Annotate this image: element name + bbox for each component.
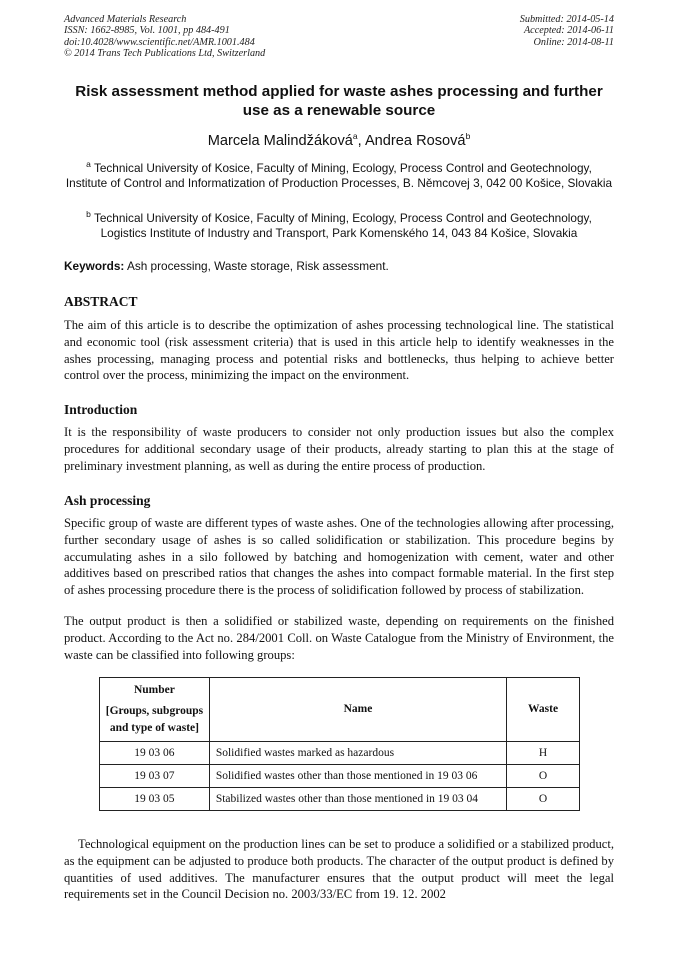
affiliation-sup: a <box>86 159 91 169</box>
ash-processing-para-2: The output product is then a solidified or stabilized waste, depending on requirements on the finished product. According to the Act no. 284/2001 Coll. on Waste Catalogue from the Ministry of Environment, the waste can be classified into following groups: <box>64 614 614 662</box>
journal-issn: ISSN: 1662-8985, Vol. 1001, pp 484-491 <box>64 25 230 37</box>
cell-name: Stabilized wastes other than those mentioned in 19 03 04 <box>209 788 506 811</box>
keywords-label: Keywords: <box>64 259 125 273</box>
header-number-subtitle: [Groups, subgroups and type of waste] <box>105 705 204 734</box>
closing-paragraph: Technological equipment on the production lines can be set to produce a solidified or a stabilized product, as the equipment can be adjusted to produce both products. The character of the output product is defined by quantities of used additives. The manufacturer ensures that the output product will meet the legal requirements set in the Council Decision no. 2003/33/EC from 19. 12. 2002 <box>64 837 614 902</box>
affiliation-b <box>64 207 614 242</box>
cell-number: 19 03 07 <box>100 765 210 788</box>
table-row <box>100 788 580 811</box>
keywords <box>64 259 614 273</box>
journal-doi: doi:10.4028/www.scientific.net/AMR.1001.484 <box>64 36 255 48</box>
cell-waste: O <box>507 788 580 811</box>
affiliation-text: Technical University of Kosice, Faculty of Mining, Ecology, Process Control and Geotechnology, Institute of Control and Informatization of Production Processes, B. Němcovej 3, 042 00 Košice, Slovakia <box>65 160 613 191</box>
table-header-row <box>100 678 580 742</box>
keywords-text: Ash processing, Waste storage, Risk assessment. <box>126 259 389 273</box>
header-number-title: Number <box>133 684 175 696</box>
header-number <box>100 678 210 742</box>
abstract-heading: ABSTRACT <box>64 294 138 309</box>
author-name: Marcela Malindžáková <box>207 132 353 149</box>
waste-classification-table <box>99 677 580 811</box>
submitted-date: Submitted: 2014-05-14 <box>519 14 614 25</box>
author-sup: b <box>465 131 471 141</box>
ash-processing-heading: Ash processing <box>64 493 151 508</box>
header-waste: Waste <box>507 678 580 742</box>
authors: Marcela Malindžáková$^a$, Andrea Rosová$^b$ <box>207 131 471 149</box>
online-date: Online: 2014-08-11 <box>533 36 614 48</box>
accepted-date: Accepted: 2014-06-11 <box>523 25 614 37</box>
cell-name: Solidified wastes marked as hazardous <box>209 742 506 765</box>
affiliation-a <box>64 157 614 192</box>
journal-name: Advanced Materials Research <box>64 14 187 25</box>
paper-title: Risk assessment method applied for waste ashes processing and further use as a renewable source <box>75 83 603 119</box>
cell-number: 19 03 05 <box>100 788 210 811</box>
introduction-heading: Introduction <box>64 402 138 417</box>
affiliation-sup: b <box>86 209 91 219</box>
author-name: Andrea Rosová <box>364 132 466 149</box>
cell-waste: H <box>507 742 580 765</box>
journal-info <box>64 14 265 59</box>
cell-number: 19 03 06 <box>100 742 210 765</box>
author-sup: a <box>352 131 358 141</box>
header-name: Name <box>209 678 506 742</box>
table-row <box>100 742 580 765</box>
introduction-text: It is the responsibility of waste producers to consider not only production issues but also the complex procedures for additional secondary usage of their products, already starting to plan this at the stage of preliminary investment planning, as well as during the entire process of production. <box>64 425 614 473</box>
publication-dates <box>520 14 614 48</box>
table-row <box>100 765 580 788</box>
journal-copyright: © 2014 Trans Tech Publications Ltd, Switzerland <box>64 47 266 59</box>
affiliation-text: Technical University of Kosice, Faculty of Mining, Ecology, Process Control and Geotechnology, Logistics Institute of Industry and Transport, Park Komenského 14, 043 84 Košice, Slovakia <box>93 210 592 241</box>
cell-waste: O <box>507 765 580 788</box>
ash-processing-para-1: Specific group of waste are different types of waste ashes. One of the technologies allowing after processing, further secondary usage of ashes is so called solidification or stabilization. This procedure begins by accumulating ashes in a silo followed by batching and homogenization with cement, water and other additives based on prescribed ratios that changes the ashes into compact formable material. In the first step of ashes processing procedure there is the process of solidification followed by process of stabilization. <box>64 516 614 598</box>
cell-name: Solidified wastes other than those mentioned in 19 03 06 <box>209 765 506 788</box>
abstract-text: The aim of this article is to describe the optimization of ashes processing technological line. The statistical and economic tool (risk assessment criteria) that is used in this article help to identify weaknesses in the ashes processing, managing process and potential risks and bottlenecks, thus helping to achieve better control over the process, minimizing the impact on the environment. <box>64 318 614 383</box>
